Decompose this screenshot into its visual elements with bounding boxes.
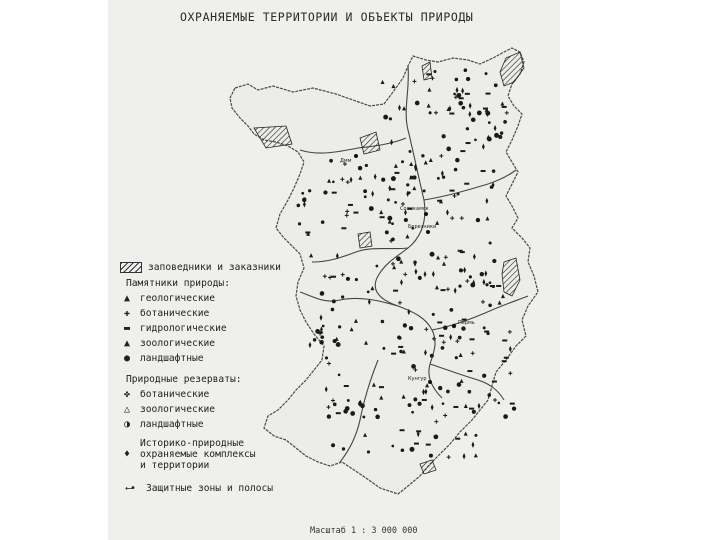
city-dot: [354, 154, 358, 158]
landscape-monument-dot: [485, 283, 488, 286]
landscape-monument-dot: [482, 374, 486, 378]
landscape-monument-dot: [323, 190, 327, 194]
landscape-monument-dot: [494, 83, 498, 87]
landscape-monument-dot: [408, 191, 411, 194]
landscape-monument-dot: [459, 268, 463, 272]
hydrologic-monument-bar: [400, 429, 405, 431]
legend-complexes-line: и территории: [140, 460, 210, 471]
landscape-monument-dot: [455, 158, 459, 162]
landscape-monument-dot: [308, 189, 311, 192]
landscape-monument-dot: [342, 447, 345, 450]
landscape-monument-dot: [338, 325, 341, 328]
landscape-monument-dot: [464, 68, 468, 72]
landscape-monument-dot: [345, 406, 350, 411]
landscape-monument-dot: [470, 283, 475, 288]
hydrologic-monument-bar: [464, 183, 469, 185]
landscape-monument-dot: [485, 72, 488, 75]
landscape-monument-dot: [458, 284, 461, 287]
hydrologic-monument-bar: [426, 444, 431, 446]
landscape-monument-dot: [302, 198, 306, 202]
hydrologic-monument-bar: [305, 231, 310, 233]
hydrologic-monument-bar: [460, 251, 465, 253]
landscape-monument-dot: [363, 189, 367, 193]
landscape-monument-dot: [325, 356, 328, 359]
legend-item-label: ботанические: [140, 308, 210, 320]
landscape-monument-dot: [341, 295, 344, 298]
landscape-monument-dot: [437, 177, 440, 180]
historic-complex-diamond: [463, 453, 466, 459]
botanic-monument-cross: [508, 371, 512, 375]
city-label: Соликамск: [400, 206, 429, 212]
legend-complexes-row: [120, 438, 256, 471]
landscape-monument-dot: [385, 230, 389, 234]
landscape-monument-dot: [494, 133, 499, 138]
hydrologic-monument-bar: [331, 276, 336, 278]
landscape-monument-dot: [453, 93, 456, 96]
landscape-monument-dot: [476, 218, 480, 222]
landscape-monument-dot: [417, 402, 421, 406]
landscape-monument-dot: [497, 402, 500, 405]
hydrologic-monument-bar: [380, 216, 385, 218]
landscape-monument-dot: [432, 313, 435, 316]
reserve-area: [358, 232, 372, 248]
landscape-monument-dot: [412, 175, 416, 179]
map-sheet: [108, 0, 560, 540]
landscape-monument-dot: [360, 403, 365, 408]
landscape-monument-dot: [375, 265, 378, 268]
hydrologic-monument-bar: [416, 430, 421, 432]
landscape-monument-dot: [457, 382, 462, 387]
landscape-monument-dot: [442, 134, 446, 138]
landscape-monument-dot: [333, 402, 337, 406]
legend-complexes-line: охраняемые комплексы: [140, 449, 256, 460]
half-circle-icon: ◑: [123, 419, 131, 430]
landscape-monument-dot: [446, 147, 451, 152]
landscape-monument-dot: [332, 299, 336, 303]
landscape-monument-dot: [327, 414, 331, 418]
landscape-monument-dot: [399, 350, 402, 353]
landscape-monument-dot: [430, 354, 434, 358]
landscape-monument-dot: [466, 127, 469, 130]
landscape-monument-dot: [430, 252, 435, 257]
open-triangle-icon: △: [123, 404, 131, 415]
landscape-monument-dot: [387, 216, 392, 221]
reserve-area: [254, 126, 292, 148]
hydrologic-monument-bar: [439, 335, 444, 337]
legend-item-label: зоологические: [140, 404, 216, 416]
legend-item: [120, 390, 209, 400]
hydrologic-monument-bar: [469, 408, 474, 410]
hydrologic-monument-bar: [348, 204, 353, 206]
landscape-monument-dot: [296, 204, 300, 208]
flower-icon: ✤: [123, 389, 131, 400]
landscape-monument-dot: [367, 290, 370, 293]
landscape-monument-dot: [480, 272, 484, 276]
map-title: ОХРАНЯЕМЫЕ ТЕРРИТОРИИ И ОБЪЕКТЫ ПРИРОДЫ: [180, 10, 474, 24]
legend-item: [120, 420, 204, 430]
map-scale: Масштаб 1 : 3 000 000: [310, 526, 418, 536]
legend-complexes-line: Историко-природные: [140, 438, 244, 449]
landscape-monument-dot: [433, 70, 436, 73]
landscape-monument-dot: [362, 416, 365, 419]
landscape-monument-dot: [411, 411, 414, 414]
hydrologic-monument-bar: [492, 381, 497, 383]
city-label: Дмм: [340, 158, 352, 164]
landscape-monument-dot: [454, 168, 458, 172]
landscape-monument-dot: [391, 176, 396, 181]
city-dot: [424, 212, 428, 216]
legend-nature-reserves-heading: Природные резерваты:: [126, 374, 242, 385]
hydrologic-monument-bar: [502, 360, 507, 362]
city-dot: [426, 230, 430, 234]
hydrologic-monument-bar: [455, 438, 460, 440]
landscape-monument-dot: [467, 390, 471, 394]
city-label: Березники: [408, 224, 437, 230]
landscape-monument-dot: [406, 183, 409, 186]
legend-complexes-text: [140, 438, 256, 471]
landscape-monument-dot: [512, 407, 516, 411]
landscape-monument-dot: [462, 106, 466, 110]
landscape-monument-dot: [338, 374, 341, 377]
landscape-monument-dot: [346, 277, 350, 281]
landscape-monument-dot: [415, 101, 420, 106]
landscape-monument-dot: [418, 276, 422, 280]
landscape-monument-dot: [331, 443, 335, 447]
landscape-monument-dot: [320, 291, 325, 296]
landscape-monument-dot: [488, 121, 491, 124]
landscape-monument-dot: [487, 393, 491, 397]
legend-item-label: зоологические: [140, 338, 216, 350]
landscape-monument-dot: [492, 259, 496, 263]
landscape-monument-dot: [443, 325, 448, 330]
landscape-monument-dot: [332, 180, 335, 183]
landscape-monument-dot: [500, 131, 503, 134]
hydrologic-monument-bar: [502, 339, 507, 341]
geologic-monument-triangle: [391, 84, 395, 88]
city-dot: [428, 380, 432, 384]
landscape-monument-dot: [408, 403, 412, 407]
landscape-monument-dot: [486, 332, 489, 335]
landscape-monument-dot: [367, 450, 370, 453]
landscape-monument-dot: [358, 166, 362, 170]
legend-item-label: ландшафтные: [140, 353, 204, 365]
diamond-icon: ♦: [123, 449, 131, 460]
dot-icon: ●: [123, 353, 131, 364]
cross-icon: ✚: [123, 308, 131, 319]
legend-item: [120, 294, 215, 304]
historic-complex-diamond: [309, 342, 312, 348]
geologic-monument-triangle: [474, 453, 478, 457]
landscape-monument-dot: [319, 340, 324, 345]
hydrologic-monument-bar: [353, 212, 358, 214]
hydrologic-monument-bar: [504, 357, 509, 359]
hydrologic-monument-bar: [510, 403, 515, 405]
legend-zones-row: [120, 484, 273, 494]
triangle-icon: ▲: [123, 338, 131, 349]
hydrologic-monument-bar: [426, 73, 431, 75]
landscape-monument-dot: [298, 222, 301, 225]
hydrologic-monument-bar: [398, 346, 403, 348]
landscape-monument-dot: [446, 390, 450, 394]
landscape-monument-dot: [488, 303, 492, 307]
legend-reserves-row: [120, 262, 281, 273]
landscape-monument-dot: [389, 117, 392, 120]
hydrologic-monument-bar: [466, 142, 471, 144]
legend-zones-label: Защитные зоны и полосы: [146, 483, 274, 495]
hatch-swatch: [120, 262, 142, 273]
legend-item: [120, 309, 209, 319]
hydrologic-monument-bar: [496, 285, 501, 287]
landscape-monument-dot: [381, 320, 385, 324]
legend-item-label: ботанические: [140, 389, 210, 401]
landscape-monument-dot: [503, 414, 508, 419]
hydrologic-monument-bar: [450, 190, 455, 192]
landscape-monument-dot: [483, 326, 486, 329]
legend-reserves-label: заповедники и заказники: [148, 261, 281, 273]
hydrologic-monument-bar: [332, 192, 337, 194]
geologic-monument-triangle: [381, 80, 385, 84]
city-label: Кунгур: [408, 376, 427, 382]
hydrologic-monument-bar: [470, 338, 475, 340]
landscape-monument-dot: [381, 178, 385, 182]
historic-complex-diamond: [472, 442, 475, 448]
landscape-monument-dot: [391, 445, 394, 448]
hydrologic-monument-bar: [414, 443, 419, 445]
hydrologic-monument-bar: [502, 106, 507, 108]
landscape-monument-dot: [472, 410, 476, 414]
legend-item: [120, 405, 215, 415]
landscape-monument-dot: [391, 222, 394, 225]
landscape-monument-dot: [401, 448, 405, 452]
landscape-monument-dot: [382, 347, 385, 350]
legend-item-label: ландшафтные: [140, 419, 204, 431]
landscape-monument-dot: [375, 415, 380, 420]
legend-item: [120, 339, 215, 349]
landscape-monument-dot: [433, 434, 438, 439]
landscape-monument-dot: [469, 275, 472, 278]
landscape-monument-dot: [331, 308, 335, 312]
landscape-monument-dot: [398, 336, 402, 340]
hydrologic-monument-bar: [483, 108, 488, 110]
landscape-monument-dot: [374, 408, 377, 411]
landscape-monument-dot: [350, 411, 355, 416]
landscape-monument-dot: [321, 220, 325, 224]
legend-item: [120, 354, 204, 364]
landscape-monument-dot: [322, 325, 325, 328]
landscape-monument-dot: [411, 364, 416, 369]
landscape-monument-dot: [315, 329, 320, 334]
landscape-monument-dot: [347, 399, 350, 402]
landscape-monument-dot: [438, 386, 442, 390]
landscape-monument-dot: [458, 101, 463, 106]
landscape-monument-dot: [320, 335, 324, 339]
landscape-monument-dot: [485, 111, 490, 116]
legend-item: [120, 324, 227, 334]
landscape-monument-dot: [404, 218, 408, 222]
bar-icon: ▬: [123, 323, 131, 334]
landscape-monument-dot: [301, 192, 304, 195]
landscape-monument-dot: [487, 137, 492, 142]
landscape-monument-dot: [403, 323, 407, 327]
landscape-monument-dot: [410, 447, 415, 452]
hydrologic-monument-bar: [486, 93, 491, 95]
triangle-icon: ▲: [123, 293, 131, 304]
landscape-monument-dot: [441, 346, 445, 350]
landscape-monument-dot: [471, 117, 476, 122]
hydrologic-monument-bar: [394, 172, 399, 174]
landscape-monument-dot: [449, 308, 453, 312]
landscape-monument-dot: [458, 336, 462, 340]
landscape-monument-dot: [365, 164, 368, 167]
landscape-monument-dot: [477, 111, 482, 116]
hydrologic-monument-bar: [391, 353, 396, 355]
botanic-monument-cross: [493, 398, 497, 402]
landscape-monument-dot: [455, 356, 458, 359]
hydrologic-monument-bar: [422, 399, 427, 401]
hydrologic-monument-bar: [341, 227, 346, 229]
landscape-monument-dot: [457, 193, 460, 196]
landscape-monument-dot: [336, 342, 341, 347]
landscape-monument-dot: [383, 115, 388, 120]
hydrologic-monument-bar: [453, 406, 458, 408]
landscape-monument-dot: [461, 326, 465, 330]
landscape-monument-dot: [474, 138, 477, 141]
hydrologic-monument-bar: [481, 170, 486, 172]
landscape-monument-dot: [396, 256, 401, 261]
landscape-monument-dot: [429, 454, 433, 458]
arrow-line-icon: ⟵•: [125, 483, 135, 494]
landscape-monument-dot: [401, 160, 404, 163]
landscape-monument-dot: [423, 189, 426, 192]
landscape-monument-dot: [409, 326, 413, 330]
city-dot: [452, 324, 456, 328]
city-label: Пермь: [458, 320, 475, 326]
hydrologic-monument-bar: [441, 289, 446, 291]
hydrologic-monument-bar: [490, 285, 495, 287]
hydrologic-monument-bar: [379, 386, 384, 388]
landscape-monument-dot: [421, 154, 424, 157]
landscape-monument-dot: [455, 78, 459, 82]
landscape-monument-dot: [369, 206, 374, 211]
landscape-monument-dot: [489, 241, 492, 244]
landscape-monument-dot: [313, 338, 316, 341]
hydrologic-monument-bar: [344, 385, 349, 387]
legend-monuments-heading: Памятники природы:: [126, 278, 230, 289]
landscape-monument-dot: [442, 402, 445, 405]
hydrologic-monument-bar: [393, 290, 398, 292]
legend-item-label: гидрологические: [140, 323, 227, 335]
hydrologic-monument-bar: [459, 97, 464, 99]
hydrologic-monument-bar: [449, 113, 454, 115]
geologic-monument-triangle: [464, 431, 468, 435]
hydrologic-monument-bar: [437, 321, 442, 323]
legend-item-label: геологические: [140, 293, 216, 305]
botanic-monument-cross: [447, 455, 451, 459]
hydrologic-monument-bar: [465, 93, 470, 95]
landscape-monument-dot: [409, 150, 412, 153]
landscape-monument-dot: [474, 434, 477, 437]
landscape-monument-dot: [466, 77, 470, 81]
landscape-monument-dot: [503, 120, 507, 124]
landscape-monument-dot: [413, 397, 417, 401]
landscape-monument-dot: [355, 278, 358, 281]
hydrologic-monument-bar: [467, 370, 472, 372]
hydrologic-monument-bar: [460, 150, 465, 152]
landscape-monument-dot: [489, 281, 492, 284]
landscape-monument-dot: [364, 195, 367, 198]
landscape-monument-dot: [329, 159, 333, 163]
landscape-monument-dot: [429, 111, 432, 114]
landscape-monument-dot: [492, 169, 496, 173]
landscape-monument-dot: [387, 198, 390, 201]
landscape-monument-dot: [394, 201, 397, 204]
hydrologic-monument-bar: [336, 412, 341, 414]
